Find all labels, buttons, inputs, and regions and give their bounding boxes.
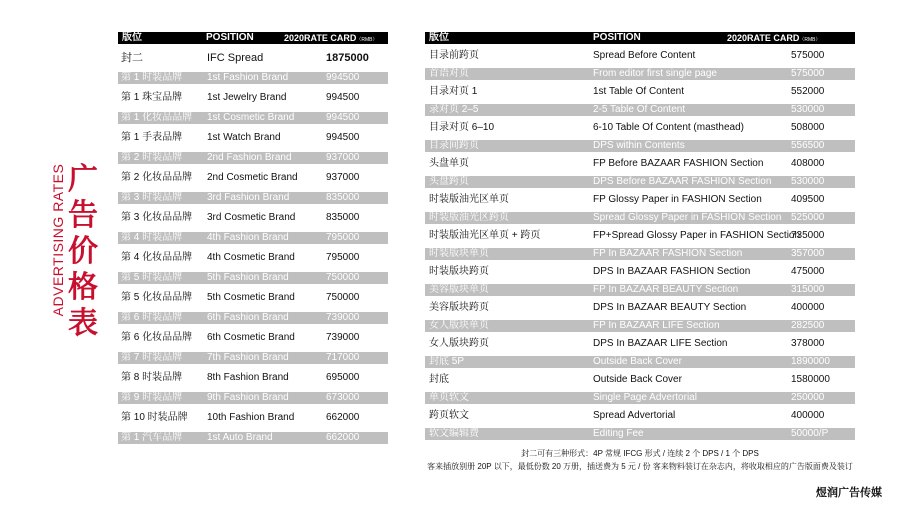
header-rate-label: 2020RATE CARD [284, 33, 357, 43]
row-position-en: Spread Before Content [593, 50, 696, 61]
row-label-cn: 时装版油光区单页 + 跨页 [429, 230, 541, 241]
table-row [118, 204, 388, 232]
row-price: 575000 [791, 50, 825, 61]
row-label-cn: 女人版块跨页 [429, 338, 489, 349]
row-label-cn: 第 6 化妆品品牌 [121, 332, 193, 343]
table-row [425, 104, 855, 116]
row-price: 994500 [326, 132, 360, 143]
row-price: 552000 [791, 86, 825, 97]
row-label-cn: 时装版块跨页 [429, 266, 489, 277]
row-label-cn: 第 1 手表品牌 [121, 132, 183, 143]
row-position-en: FP In BAZAAR BEAUTY Section [593, 284, 739, 295]
row-position-en: 9th Fashion Brand [207, 392, 289, 403]
row-price: 250000 [791, 392, 825, 403]
row-position-en: 1st Table Of Content [593, 86, 684, 97]
row-label-cn: 目录对页 1 [429, 86, 478, 97]
row-label-cn: 美容版块跨页 [429, 302, 489, 313]
table-row [118, 324, 388, 352]
table-row [118, 124, 388, 152]
row-price: 695000 [326, 372, 360, 383]
table-row [118, 272, 388, 284]
row-position-en: Single Page Advertorial [593, 392, 697, 403]
table-header [425, 32, 855, 44]
table-row [425, 356, 855, 368]
note-ifc: 封二可有三种形式：4P 常规 IFCG 形式 / 连续 2 个 DPS / 1 个 DPS [521, 449, 759, 458]
row-position-en: 6th Fashion Brand [207, 312, 289, 323]
row-price: 1875000 [326, 52, 369, 64]
row-label-cn: 封二 [121, 52, 143, 64]
row-label-cn: 录对页 2–5 [429, 104, 479, 115]
row-label-cn: 目录间跨页 [429, 140, 479, 151]
row-label-cn: 第 2 化妆品品牌 [121, 172, 193, 183]
row-label-cn: 第 4 时装品牌 [121, 232, 183, 243]
table-row [118, 312, 388, 324]
table-row [118, 432, 388, 444]
row-price: 530000 [791, 176, 825, 187]
header-rate-label: 2020RATE CARD [727, 33, 800, 43]
table-row [118, 364, 388, 392]
table-row [118, 164, 388, 192]
row-position-en: Spread Advertorial [593, 410, 676, 421]
row-label-cn: 第 1 时装品牌 [121, 72, 183, 83]
table-row [118, 352, 388, 364]
row-position-en: FP In BAZAAR FASHION Section [593, 248, 743, 259]
row-label-cn: 第 9 时装品牌 [121, 392, 183, 403]
table-row [118, 112, 388, 124]
table-row [425, 332, 855, 356]
row-label-cn: 第 8 时装品牌 [121, 372, 183, 383]
table-row [425, 320, 855, 332]
side-title-cn-char: 表 [68, 306, 98, 341]
row-price: 530000 [791, 104, 825, 115]
row-price: 508000 [791, 122, 825, 133]
row-label-cn: 第 10 时装品牌 [121, 412, 188, 423]
row-label-cn: 第 6 时装品牌 [121, 312, 183, 323]
row-price: 673000 [326, 392, 360, 403]
table-row [118, 244, 388, 272]
row-position-en: IFC Spread [207, 52, 264, 64]
row-position-en: DPS In BAZAAR FASHION Section [593, 266, 751, 277]
table-row [118, 232, 388, 244]
row-label-cn: 第 3 时装品牌 [121, 192, 183, 203]
table-row [425, 176, 855, 188]
row-label-cn: 女人版块单页 [429, 320, 489, 331]
row-label-cn: 第 7 时装品牌 [121, 352, 183, 363]
row-price: 750000 [326, 272, 360, 283]
row-position-en: DPS In BAZAAR BEAUTY Section [593, 302, 747, 313]
table-row [425, 212, 855, 224]
row-price: 937000 [326, 172, 360, 183]
header-rate-unit: （RMB） [356, 37, 378, 43]
row-position-en: 2nd Cosmetic Brand [207, 172, 298, 183]
table-row [425, 80, 855, 104]
row-label-cn: 目录对页 6–10 [429, 122, 495, 133]
row-label-cn: 第 4 化妆品品牌 [121, 252, 193, 263]
row-price: 994500 [326, 92, 360, 103]
row-label-cn: 时装版油光区跨页 [429, 212, 509, 223]
row-price: 556500 [791, 140, 825, 151]
row-position-en: FP In BAZAAR LIFE Section [593, 320, 720, 331]
table-row [425, 188, 855, 212]
row-price: 400000 [791, 410, 825, 421]
row-position-en: 5th Cosmetic Brand [207, 292, 295, 303]
row-position-en: 3rd Cosmetic Brand [207, 212, 296, 223]
row-price: 575000 [791, 68, 825, 79]
row-label-cn: 目录前跨页 [429, 50, 479, 61]
row-price: 717000 [326, 352, 360, 363]
row-price: 994500 [326, 112, 360, 123]
row-label-cn: 首语对页 [429, 68, 469, 79]
row-label-cn: 第 1 珠宝品牌 [121, 92, 183, 103]
row-label-cn: 第 2 时装品牌 [121, 152, 183, 163]
row-price: 739000 [326, 312, 360, 323]
table-row [118, 404, 388, 432]
row-label-cn: 第 5 时装品牌 [121, 272, 183, 283]
row-position-en: 1st Cosmetic Brand [207, 112, 295, 123]
row-price: 662000 [326, 432, 360, 443]
row-price: 835000 [326, 212, 360, 223]
row-label-cn: 时装版油光区单页 [429, 194, 509, 205]
row-position-en: 2nd Fashion Brand [207, 152, 292, 163]
row-position-en: Editing Fee [593, 428, 644, 439]
note-insert: 客来插放别册 20P 以下，最低份数 20 万册，插送费为 5 元 / 份 客来物料装订在杂志内，将收取相应的广告版面费及装订 [427, 462, 853, 471]
row-price: 50000/P [791, 428, 829, 439]
table-row [425, 284, 855, 296]
table-row [118, 284, 388, 312]
table-row [425, 68, 855, 80]
row-price: 315000 [791, 284, 825, 295]
row-price: 937000 [326, 152, 360, 163]
row-label-cn: 美容版块单页 [429, 284, 489, 295]
row-price: 835000 [326, 192, 360, 203]
table-row [118, 392, 388, 404]
left-rows [118, 44, 388, 444]
table-row [425, 404, 855, 428]
row-position-en: 6-10 Table Of Content (masthead) [593, 122, 745, 133]
rate-table-left [118, 32, 388, 444]
row-position-en: FP Glossy Paper in FASHION Section [593, 194, 762, 205]
table-row [425, 140, 855, 152]
row-position-en: 1st Watch Brand [207, 132, 281, 143]
row-position-en: DPS within Contents [593, 140, 685, 151]
header-rate-unit: （RMB） [799, 37, 821, 43]
table-row [425, 116, 855, 140]
row-price: 400000 [791, 302, 825, 313]
row-price: 662000 [326, 412, 360, 423]
row-position-en: 1st Jewelry Brand [207, 92, 287, 103]
row-position-en: Outside Back Cover [593, 374, 682, 385]
row-label-cn: 跨页软文 [429, 410, 469, 421]
row-position-en: 6th Cosmetic Brand [207, 332, 295, 343]
table-row [425, 368, 855, 392]
row-label-cn: 第 1 汽车品牌 [121, 432, 183, 443]
row-position-en: 2-5 Table Of Content [593, 104, 686, 115]
row-price: 282500 [791, 320, 825, 331]
row-position-en: FP+Spread Glossy Paper in FASHION Section [593, 230, 801, 241]
row-price: 1890000 [791, 356, 830, 367]
table-row [425, 296, 855, 320]
side-title-cn [64, 162, 102, 342]
table-row [425, 44, 855, 68]
header-col-position: POSITION [593, 32, 641, 43]
row-price: 994500 [326, 72, 360, 83]
side-title-cn-char: 价 [68, 234, 98, 269]
header-col-cn: 版位 [122, 32, 142, 43]
row-position-en: 1st Auto Brand [207, 432, 273, 443]
table-row [425, 248, 855, 260]
row-label-cn: 软文编辑费 [429, 428, 479, 439]
side-title-cn-char: 格 [68, 270, 98, 305]
side-title-cn-char: 告 [68, 198, 98, 233]
row-label-cn: 封底 [429, 374, 449, 385]
row-position-en: 10th Fashion Brand [207, 412, 295, 423]
side-title-en-text: ADVERTISING RATES [50, 163, 66, 317]
table-row [118, 44, 388, 72]
row-price: 795000 [326, 252, 360, 263]
table-row [118, 152, 388, 164]
row-position-en: 4th Fashion Brand [207, 232, 289, 243]
row-label-cn: 第 3 化妆品品牌 [121, 212, 193, 223]
table-row [118, 72, 388, 84]
row-position-en: 7th Fashion Brand [207, 352, 289, 363]
row-price: 525000 [791, 212, 825, 223]
table-row [425, 392, 855, 404]
row-position-en: 4th Cosmetic Brand [207, 252, 295, 263]
brand-signature: 煜润广告传媒 [816, 487, 882, 499]
header-col-cn: 版位 [429, 32, 449, 43]
rate-table-right [425, 32, 855, 440]
row-position-en: From editor first single page [593, 68, 717, 79]
table-row [118, 192, 388, 204]
row-price: 409500 [791, 194, 825, 205]
table-header [118, 32, 388, 44]
row-price: 750000 [326, 292, 360, 303]
table-row [118, 84, 388, 112]
row-label-cn: 第 1 化妆品品牌 [121, 112, 193, 123]
row-label-cn: 头盘单页 [429, 158, 469, 169]
row-position-en: 3rd Fashion Brand [207, 192, 290, 203]
right-rows [425, 44, 855, 440]
row-price: 1580000 [791, 374, 830, 385]
row-position-en: DPS Before BAZAAR FASHION Section [593, 176, 772, 187]
row-price: 795000 [326, 232, 360, 243]
table-row [425, 428, 855, 440]
row-label-cn: 封底 5P [429, 356, 465, 367]
header-col-position: POSITION [206, 32, 254, 43]
row-position-en: Spread Glossy Paper in FASHION Section [593, 212, 782, 223]
row-label-cn: 头盘跨页 [429, 176, 469, 187]
row-label-cn: 第 5 化妆品品牌 [121, 292, 193, 303]
row-position-en: 1st Fashion Brand [207, 72, 289, 83]
table-row [425, 152, 855, 176]
row-price: 475000 [791, 266, 825, 277]
side-title-cn-char: 广 [68, 162, 98, 197]
table-row [425, 224, 855, 248]
row-position-en: Outside Back Cover [593, 356, 682, 367]
row-position-en: 8th Fashion Brand [207, 372, 289, 383]
row-position-en: FP Before BAZAAR FASHION Section [593, 158, 764, 169]
row-position-en: DPS In BAZAAR LIFE Section [593, 338, 728, 349]
row-label-cn: 单页软文 [429, 392, 469, 403]
row-position-en: 5th Fashion Brand [207, 272, 289, 283]
table-row [425, 260, 855, 284]
row-price: 408000 [791, 158, 825, 169]
row-price: 735000 [791, 230, 825, 241]
row-price: 378000 [791, 338, 825, 349]
row-price: 357000 [791, 248, 825, 259]
row-label-cn: 时装版块单页 [429, 248, 489, 259]
row-price: 739000 [326, 332, 360, 343]
